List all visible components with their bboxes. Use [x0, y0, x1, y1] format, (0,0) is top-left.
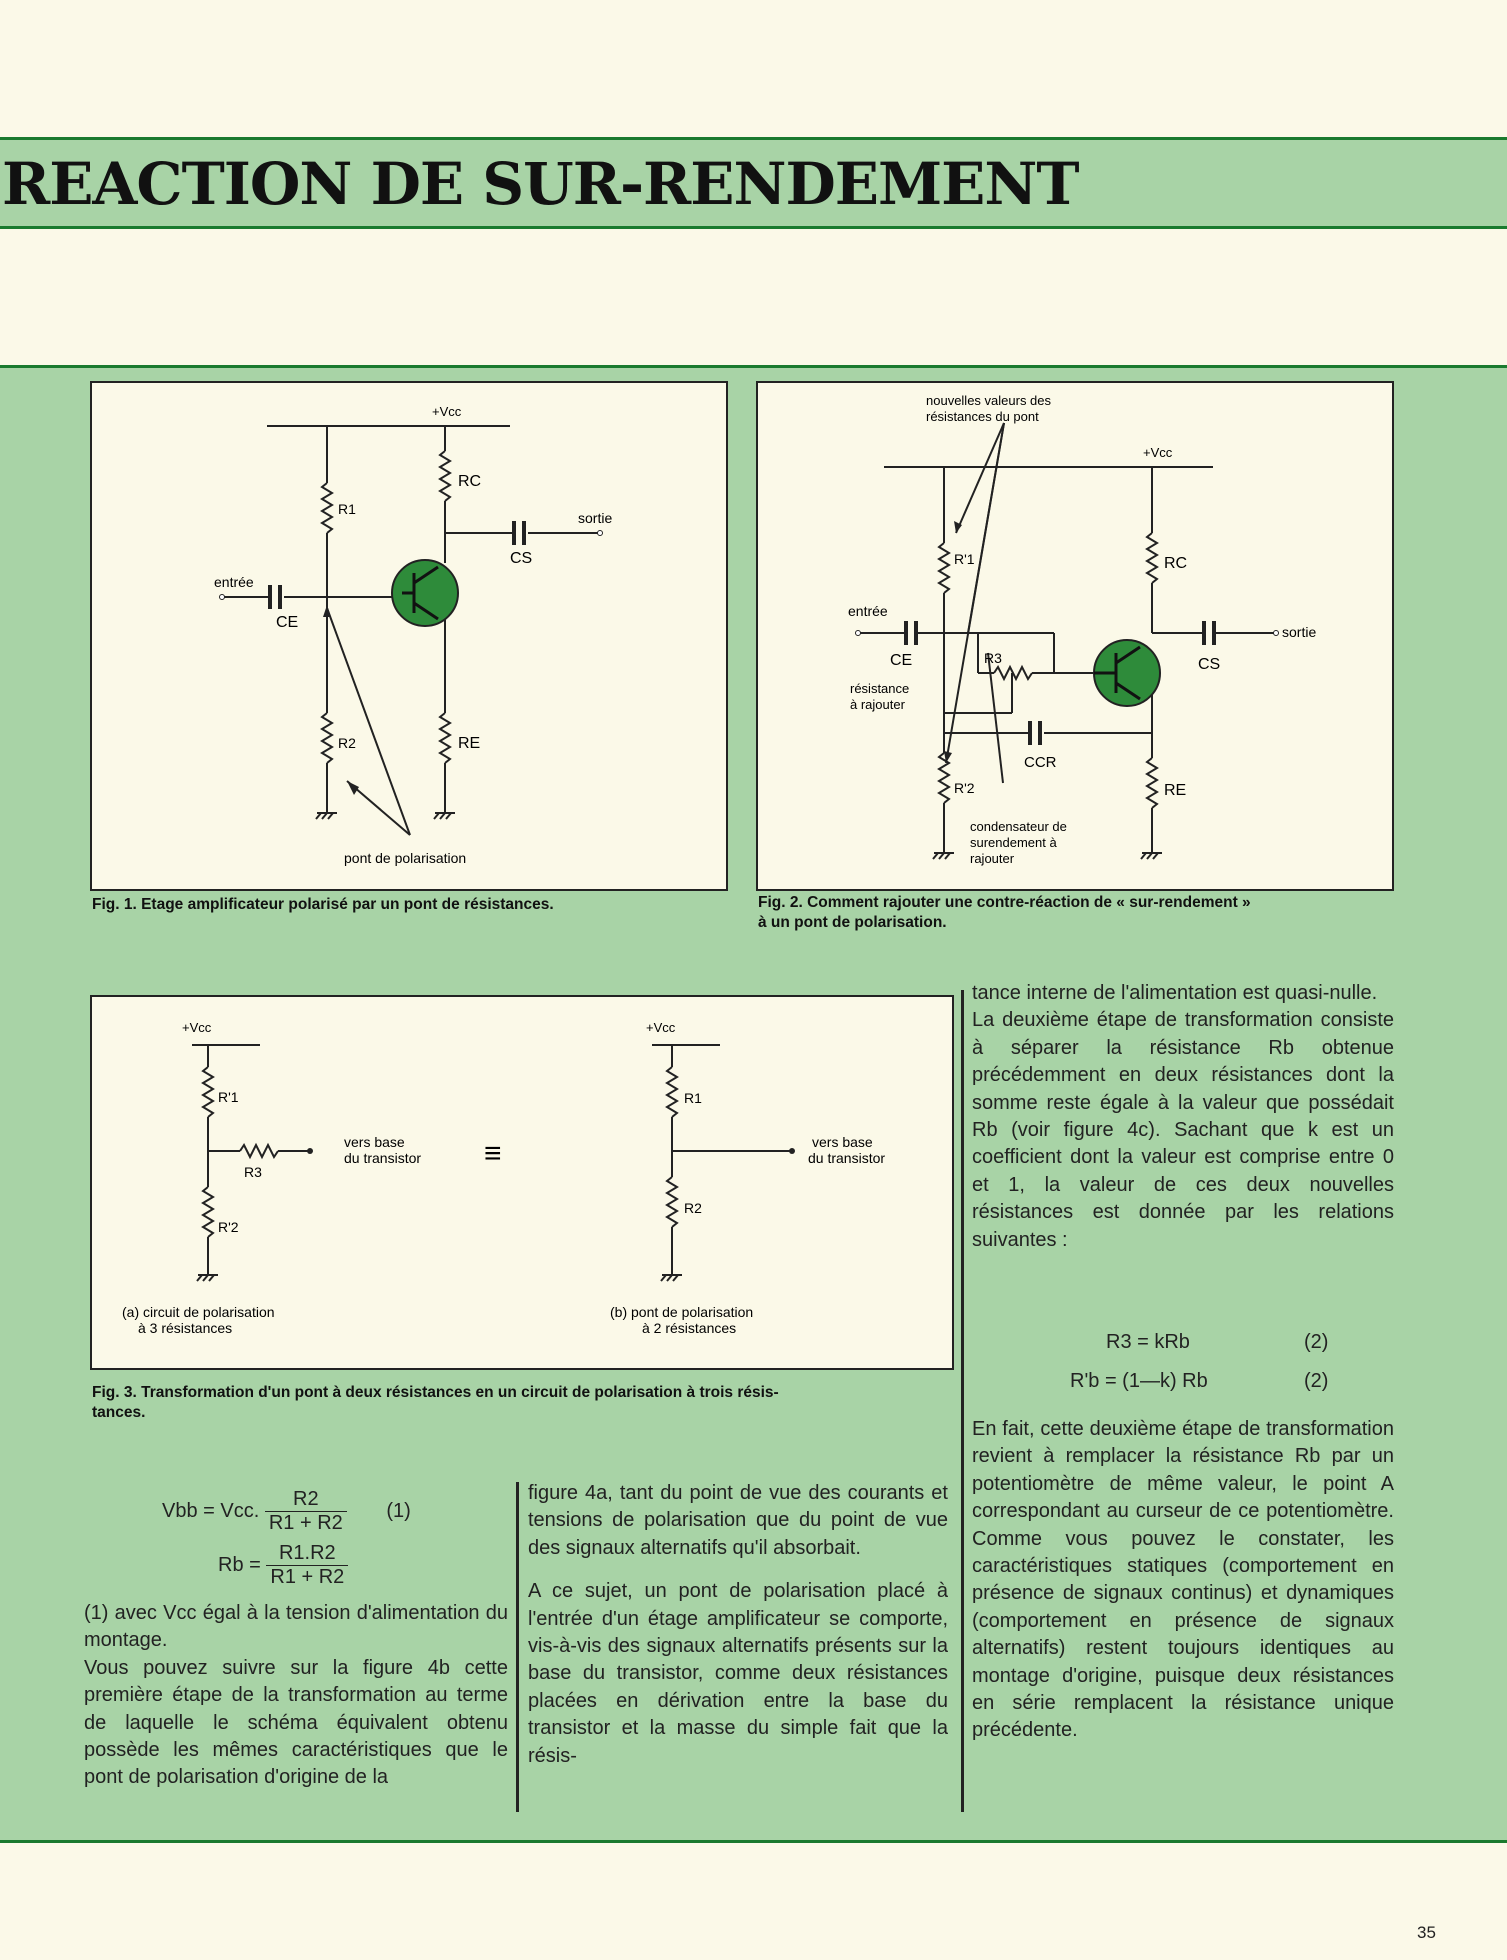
column-3-paragraph-2: La deuxième étape de transformation consiste à séparer la résistance Rb obtenue précédemment en deux résistances dont la somme reste égale à la valeur que possédait Rb (voir figure 4c). Sachant que k est un coefficient dont la valeur est comprise entre 0 et 1, la valeur de ces deux nouvelles résistances est donnée par les relations suivantes : [972, 1009, 1394, 1251]
ce-label: CE [890, 652, 913, 669]
vers-b-2: du transistor [808, 1150, 886, 1166]
transistor-icon [392, 560, 458, 626]
r1b-label: R1 [684, 1090, 702, 1106]
rc-label: RC [458, 473, 482, 490]
r1a-label: R'1 [218, 1089, 239, 1105]
figure-1-schematic [92, 383, 726, 889]
page-title: REACTION DE SUR-RENDEMENT [2, 150, 1079, 218]
cond-label-2: surendement à [970, 835, 1057, 850]
vcc-label: +Vcc [432, 404, 462, 419]
pont-label: pont de polarisation [344, 850, 467, 866]
cond-label-3: rajouter [970, 851, 1015, 866]
vbb-left: Vbb = Vcc. [162, 1499, 260, 1522]
vcc-b-label: +Vcc [646, 1020, 676, 1035]
figure-2 [756, 381, 1394, 891]
rc-label: RC [1164, 555, 1188, 572]
vers-b-1: vers base [812, 1134, 873, 1150]
text-column-3b [972, 1416, 1394, 1745]
equation-r3 [1106, 1331, 1190, 1354]
equivalence-symbol: ≡ [484, 1137, 502, 1170]
caption-a-1: (a) circuit de polarisation [122, 1304, 275, 1320]
figure-2-schematic [758, 383, 1392, 889]
sortie-label: sortie [578, 510, 613, 526]
caption-b-1: (b) pont de polarisation [610, 1304, 754, 1320]
ccr-label: CCR [1024, 754, 1057, 771]
re-label: RE [1164, 782, 1187, 799]
r3-equation-text: R3 = kRb [1106, 1331, 1190, 1353]
r1-label: R1 [338, 501, 356, 517]
rb-denominator: R1 + R2 [270, 1566, 345, 1588]
rb-fraction [266, 1542, 348, 1589]
r1-label: R'1 [954, 551, 975, 567]
caption-b-2: à 2 résistances [642, 1320, 737, 1336]
figure-3 [90, 995, 954, 1370]
vers-a-2: du transistor [344, 1150, 422, 1166]
res-label-2: à rajouter [850, 697, 905, 712]
equation-rpb-ref: (2) [1304, 1370, 1329, 1392]
text-column-3 [972, 980, 1394, 1254]
equation-vbb [162, 1488, 411, 1535]
equation-rpb [1070, 1370, 1208, 1393]
text-column-2 [528, 1480, 948, 1770]
r2-label: R'2 [954, 780, 975, 796]
cs-label: CS [510, 550, 533, 567]
vcc-a-label: +Vcc [182, 1020, 212, 1035]
figure-2-caption-line-2: à un pont de polarisation. [758, 914, 947, 931]
r3-label: R3 [244, 1164, 262, 1180]
figure-3-caption [92, 1383, 952, 1423]
column-rule-1 [516, 1482, 519, 1812]
figure-3-schematic [92, 997, 952, 1368]
figure-2-caption-line-1: Fig. 2. Comment rajouter une contre-réaction de « sur-rendement » [758, 894, 1251, 911]
vbb-fraction [265, 1488, 347, 1535]
figure-1-caption: Fig. 1. Etage amplificateur polarisé par un pont de résistances. [92, 896, 554, 913]
r2-label: R2 [338, 735, 356, 751]
r3-label: R3 [984, 650, 1002, 666]
caption-a-2: à 3 résistances [138, 1320, 233, 1336]
res-label-1: résistance [850, 681, 910, 696]
equation-rb [218, 1542, 348, 1589]
vers-a-1: vers base [344, 1134, 405, 1150]
r2a-label: R'2 [218, 1219, 239, 1235]
cond-label-1: condensateur de [970, 819, 1067, 834]
equation-r3-ref: (2) [1304, 1331, 1329, 1353]
page-number: 35 [1417, 1923, 1436, 1942]
rb-numerator: R1.R2 [266, 1542, 348, 1566]
figure-1 [90, 381, 728, 891]
vbb-denominator: R1 + R2 [268, 1512, 343, 1534]
column-3-paragraph-1: tance interne de l'alimentation est quasi-nulle. [972, 982, 1378, 1004]
note-top-1: nouvelles valeurs des [926, 393, 1052, 408]
column-2-paragraph-2: A ce sujet, un pont de polarisation placé à l'entrée d'un étage amplificateur se comporte, vis-à-vis des signaux alternatifs présents sur la base du transistor, comme deux résistances placées en dérivation entre la base du transistor et la masse du simple fait que la résis- [528, 1580, 948, 1767]
ce-label: CE [276, 614, 299, 631]
entree-label: entrée [848, 603, 888, 619]
vbb-ref: (1) [386, 1499, 411, 1522]
sortie-label: sortie [1282, 624, 1317, 640]
figure-2-caption [758, 893, 1418, 933]
figure-3-caption-line-1: Fig. 3. Transformation d'un pont à deux résistances en un circuit de polarisation à trois résis- [92, 1384, 779, 1401]
vbb-numerator: R2 [265, 1488, 347, 1512]
column-1-text: (1) avec Vcc égal à la tension d'alimentation du montage. Vous pouvez suivre sur la figure 4b cette première étape de la transformation au terme de laquelle le schéma équivalent obtenu possède les mêmes caractéristiques que le pont de polarisation d'origine de la [84, 1602, 508, 1789]
rpb-equation-text: R'b = (1—k) Rb [1070, 1370, 1208, 1392]
section-bottom-rule [0, 1840, 1507, 1843]
rb-left: Rb = [218, 1553, 261, 1576]
entree-label: entrée [214, 574, 254, 590]
vcc-label: +Vcc [1143, 445, 1173, 460]
header-bottom-rule [0, 226, 1507, 229]
re-label: RE [458, 735, 481, 752]
cs-label: CS [1198, 656, 1221, 673]
note-top-2: résistances du pont [926, 409, 1039, 424]
r2b-label: R2 [684, 1200, 702, 1216]
column-2-paragraph-1: figure 4a, tant du point de vue des courants et tensions de polarisation que du point de vue des signaux alternatifs qu'il absorbait. [528, 1482, 948, 1559]
column-rule-2 [961, 990, 964, 1812]
figure-3-caption-line-2: tances. [92, 1404, 146, 1421]
column-3-paragraph-3: En fait, cette deuxième étape de transformation revient à remplacer la résistance Rb par un potentiomètre de même valeur, le point A correspondant au curseur de ce potentiomètre. Comme vous pouvez le constater, les caractéristiques statiques (comportement en présence de signaux continus) et dynamiques (comportement en présence de signaux alternatifs) restent toujours identiques au montage d'origine, puisque deux résistances en série remplacent la résistance unique précédente. [972, 1418, 1394, 1742]
text-column-1 [84, 1600, 508, 1792]
